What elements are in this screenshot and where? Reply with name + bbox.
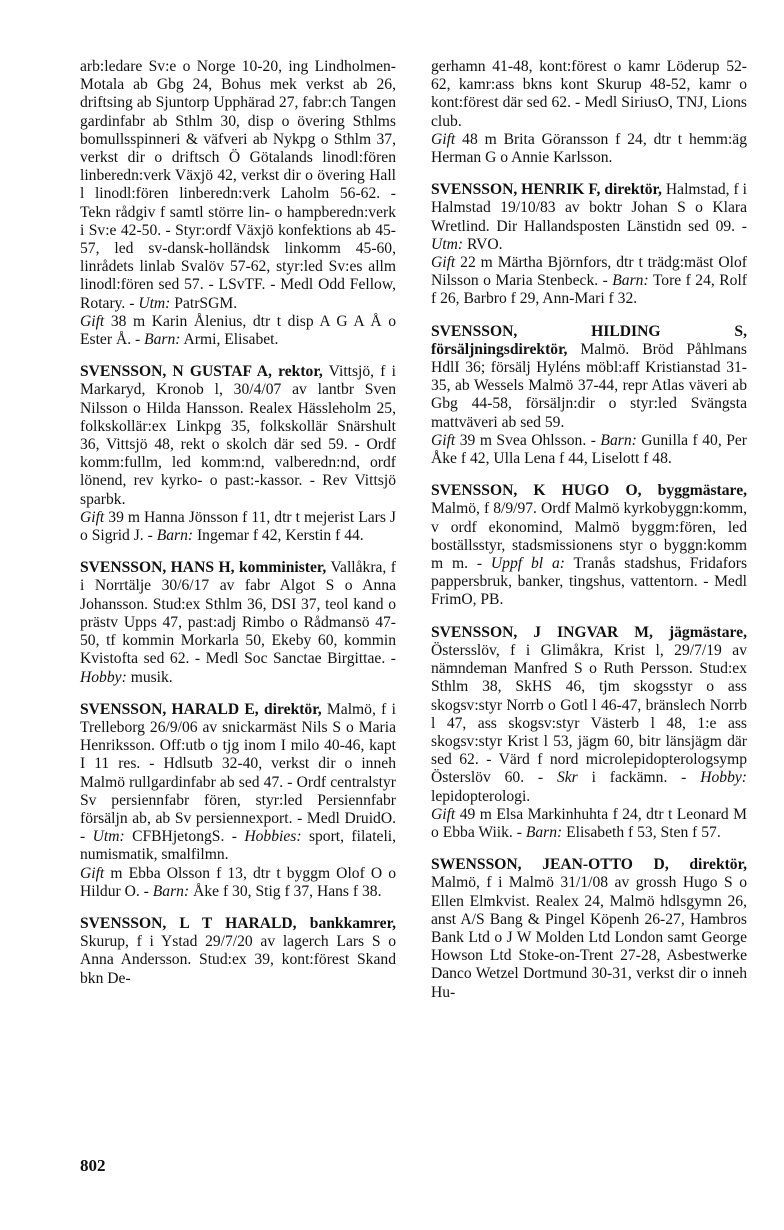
entry-title: bankkamrer, [309,914,396,932]
entry-body: Malmö, f 8/9/97. Ordf Malmö kyrkobyggn:komm, v ordf ekonomind, Malmö byggm:fören, led boställsstyr, stadsmissionens styr o byggn:komm m m. - [431,500,747,573]
barn-text: Tore f 24, Rolf f 26, Barbro f 29, Ann-Mari f 32. [431,272,747,308]
entry-title: direktör, [689,856,747,874]
entry-swensson-jean-otto [431,856,747,1002]
entry-body: Vallåkra, f i Norrtälje 30/6/17 av fabr Algot S o Anna Johansson. Stud:ex Sthlm 36, DSI 37, teol kand o prästv Upps 47, past:adj Rimbo o Rådmansö 47-50, tf kommin Morkarla 50, Ekeby 60, kommin Kvistofta sed 62. - Medl Soc Sanctae Birgittae. - [80,559,396,668]
entry-name: SVENSSON, K HUGO O, [431,482,642,500]
entry-body: Malmö, f i Malmö 31/1/08 av grossh Hugo S o Ellen Elmkvist. Realex 24, Malmö hdlsgymn 26, anst A/S Bang & Pingel Köpenh 26-27, Hambros Bank Ltd o J W Molden Ltd London samt George Howson Ltd Stoke-on-Trent 27-28, Asbestwerke Danco Wetzel Dortmund 30-31, verkst dir o inneh Hu- [431,874,747,1001]
entry-name: SVENSSON, HANS H, [80,559,235,577]
hobby-label: Hobbies: [244,828,302,846]
entry-title: direktör, [604,181,662,199]
gift-text: 49 m Elsa Markinhuhta f 24, dtr t Leonard M o Ebba Wiik. - [431,805,747,841]
hobby-label: Hobby: [80,668,127,686]
page-number: 802 [80,1156,106,1175]
entry-title: byggmästare, [657,482,748,500]
gift-text: 39 m Hanna Jönsson f 11, dtr t mejerist Lars J o Sigrid J. - [80,508,396,545]
barn-label: Barn: [525,823,563,841]
entry-name: SVENSSON, HENRIK F, [431,181,601,199]
skr-text: i fackämn. - [591,769,687,787]
barn-text: Åke f 30, Stig f 37, Hans f 38. [193,882,382,900]
entry-name: SVENSSON, L T HARALD, [80,914,297,932]
utm-text: RVO. [466,235,503,253]
barn-text: Gunilla f 40, Per Åke f 42, Ulla Lena f 44, Liselott f 48. [431,431,747,468]
entry-continued-left [80,58,396,349]
entry-body: Vittsjö, f i Markaryd, Kronob l, 30/4/07 av lantbr Sven Nilsson o Hilda Hansson. Realex Hässleholm 25, folkskollär:ex Linkpg 35, folkskollär Snärshult 36, Vittsjö 48, rekt o skolch där sed 59. - Ordf komm:fullm, led komm:nd, valberedn:nd, ordf lönend, rev kyrko- o past:-kassor. - Rev Vittsjö sparbk. [80,363,396,508]
entry-name: SVENSSON, HARALD E, [80,700,259,718]
entry-body: Halmstad, f i Halmstad 19/10/83 av boktr Johan S o Klara Wretlind. Dir Hallandsposten Länstidn sed 09. - [431,181,747,235]
hobby-label: Hobby: [700,769,748,787]
gift-text: 48 m Brita Göransson f 24, dtr t hemm:äg Herman G o Annie Karlsson. [431,130,747,167]
barn-text: Elisabeth f 53, Sten f 57. [566,823,721,841]
entry-name: SVENSSON, N GUSTAF A, [80,363,272,381]
entry-name: SVENSSON, J INGVAR M, [431,623,653,641]
entry-body: gerhamn 41-48, kont:förest o kamr Löderup 52-62, kamr:ass bkns kont Skurup 48-52, kamr o kont:förest där sed 62. - Medl SiriusO, TNJ, Lions club. [431,58,747,130]
gift-label: Gift [431,130,456,148]
entry-body: Malmö. Bröd Påhlmans HdlI 36; försälj Hyléns möbl:aff Kristianstad 31-35, ab Wessels Malmö 37-44, repr Atlas väveri ab Gbg 44-58, försäljn:dir o styr:led Svängsta mattväveri ab sed 59. [431,340,747,431]
entry-title: jägmästare, [668,623,747,641]
barn-label: Barn: [600,431,637,449]
entry-body: arb:ledare Sv:e o Norge 10-20, ing Lindholmen-Motala ab Gbg 24, Bohus mek verkst ab 26, driftsing ab Sjuntorp Upphärad 27, fabr:ch Tangen gardinfabr ab Sthlm 30, disp o övering Sthlms bomullsspinneri & väfveri ab Nykpg o Sthlm 37, verkst dir o driftsch Ö Götalands linodl:fören linberedn:verk Växjö 42, verkst dir o övering Hall l linodl:fören linberedn:verk Laholm 56-62. - Tekn rådgiv f samtl större lin- o hampberedn:verk i Sv:e 42-50. - Styr:ordf Växjö konfektions ab 45-57, led sv-dansk-holländsk linkomm 45-60, linrådets linlab Svalöv 57-62, styr:led Sv:es allm linodl:fören sed 57. - LSvTF. - Medl Odd Fellow, Rotary. - [80,58,396,312]
entry-name: SVENSSON, HILDING S, [431,322,747,340]
entry-svensson-hans [80,559,396,686]
entry-svensson-l-t-harald [80,915,396,988]
barn-text: Ingemar f 42, Kerstin f 44. [196,527,364,545]
left-column [80,58,396,1002]
entry-svensson-hilding [431,323,747,469]
entry-continued-right [431,58,747,167]
entry-svensson-henrik [431,181,747,308]
barn-text: Armi, Elisabet. [183,331,279,349]
hobby-text: musik. [130,668,173,686]
entry-title: komminister, [238,559,327,577]
barn-label: Barn: [144,331,181,349]
entry-body: Östersslöv, f i Glimåkra, Krist l, 29/7/19 av nämndeman Manfred S o Ruth Persson. Stud:ex Sthlm 38, SkHS 46, tjm skogsstyr o ass skogsv:styr Norrb o Gotl l 46-47, bränslech Norrb l 47, ass skogsv:styr Västerb l 48, 1:e ass skogsv:styr Krist l 53, jägm 60, bitr länsjägm där sed 62. - Värd f nord microlepidopterologsymp Österslöv 60. - [431,641,747,787]
entry-body: Skurup, f i Ystad 29/7/20 av lagerch Lars S o Anna Andersson. Stud:ex 39, kont:förest Skand bkn De- [80,933,396,987]
barn-label: Barn: [156,527,194,545]
entry-name: SWENSSON, JEAN-OTTO D, [431,856,669,874]
utm-label: Utm: [431,235,464,253]
entry-title: direktör, [264,700,322,718]
entry-svensson-n-gustaf [80,363,396,545]
gift-label: Gift [80,508,105,526]
entry-title: försäljningsdirektör, [431,340,568,358]
utm-text: PatrSGM. [174,294,238,312]
uppf-label: Uppf bl a: [490,555,565,573]
right-column [431,58,747,1016]
utm-label: Utm: [92,828,125,846]
gift-label: Gift [431,431,456,449]
gift-label: Gift [431,805,456,823]
gift-text: m Ebba Olsson f 13, dtr t byggm Olof O o Hildur O. - [80,864,396,900]
entry-svensson-k-hugo [431,482,747,609]
gift-text: 22 m Märtha Björnfors, dtr t trädg:mäst Olof Nilsson o Maria Stenbeck. - [431,254,747,290]
gift-label: Gift [80,864,105,882]
entry-body: Malmö, f i Trelleborg 26/9/06 av snickarmäst Nils S o Maria Henriksson. Off:utb o tjg inom I milo 40-46, kapt I 11 res. - Hdlsutb 32-40, verkst dir o inneh Malmö rullgardinfabr ab sed 47. - Ordf centralstyr Sv persiennfabr fören, styr:led Persiennfabr försäljn ab, ab Sv persiennexport. - Medl DruidO. - [80,700,396,846]
gift-label: Gift [431,254,456,272]
barn-label: Barn: [152,882,190,900]
entry-svensson-harald-e [80,701,396,901]
gift-text: 39 m Svea Ohlsson. - [459,431,596,449]
gift-label: Gift [80,312,105,330]
entry-title: rektor, [278,363,323,381]
hobby-text: lepidopterologi. [431,787,531,805]
hobby-text: sport, filateli, numismatik, smalfilmn. [80,828,397,864]
utm-label: Utm: [138,294,171,312]
barn-label: Barn: [612,272,649,290]
skr-label: Skr [556,769,578,787]
utm-text: CFBHjetongS. - [132,828,237,846]
gift-text: 38 m Karin Ålenius, dtr t disp A G A Å o Ester Å. - [80,312,396,349]
entry-svensson-j-ingvar [431,624,747,842]
uppf-text: Tranås stadshus, Fridafors pappersbruk, banker, tingshus, vattentorn. - Medl FrimO, PB. [431,555,748,609]
